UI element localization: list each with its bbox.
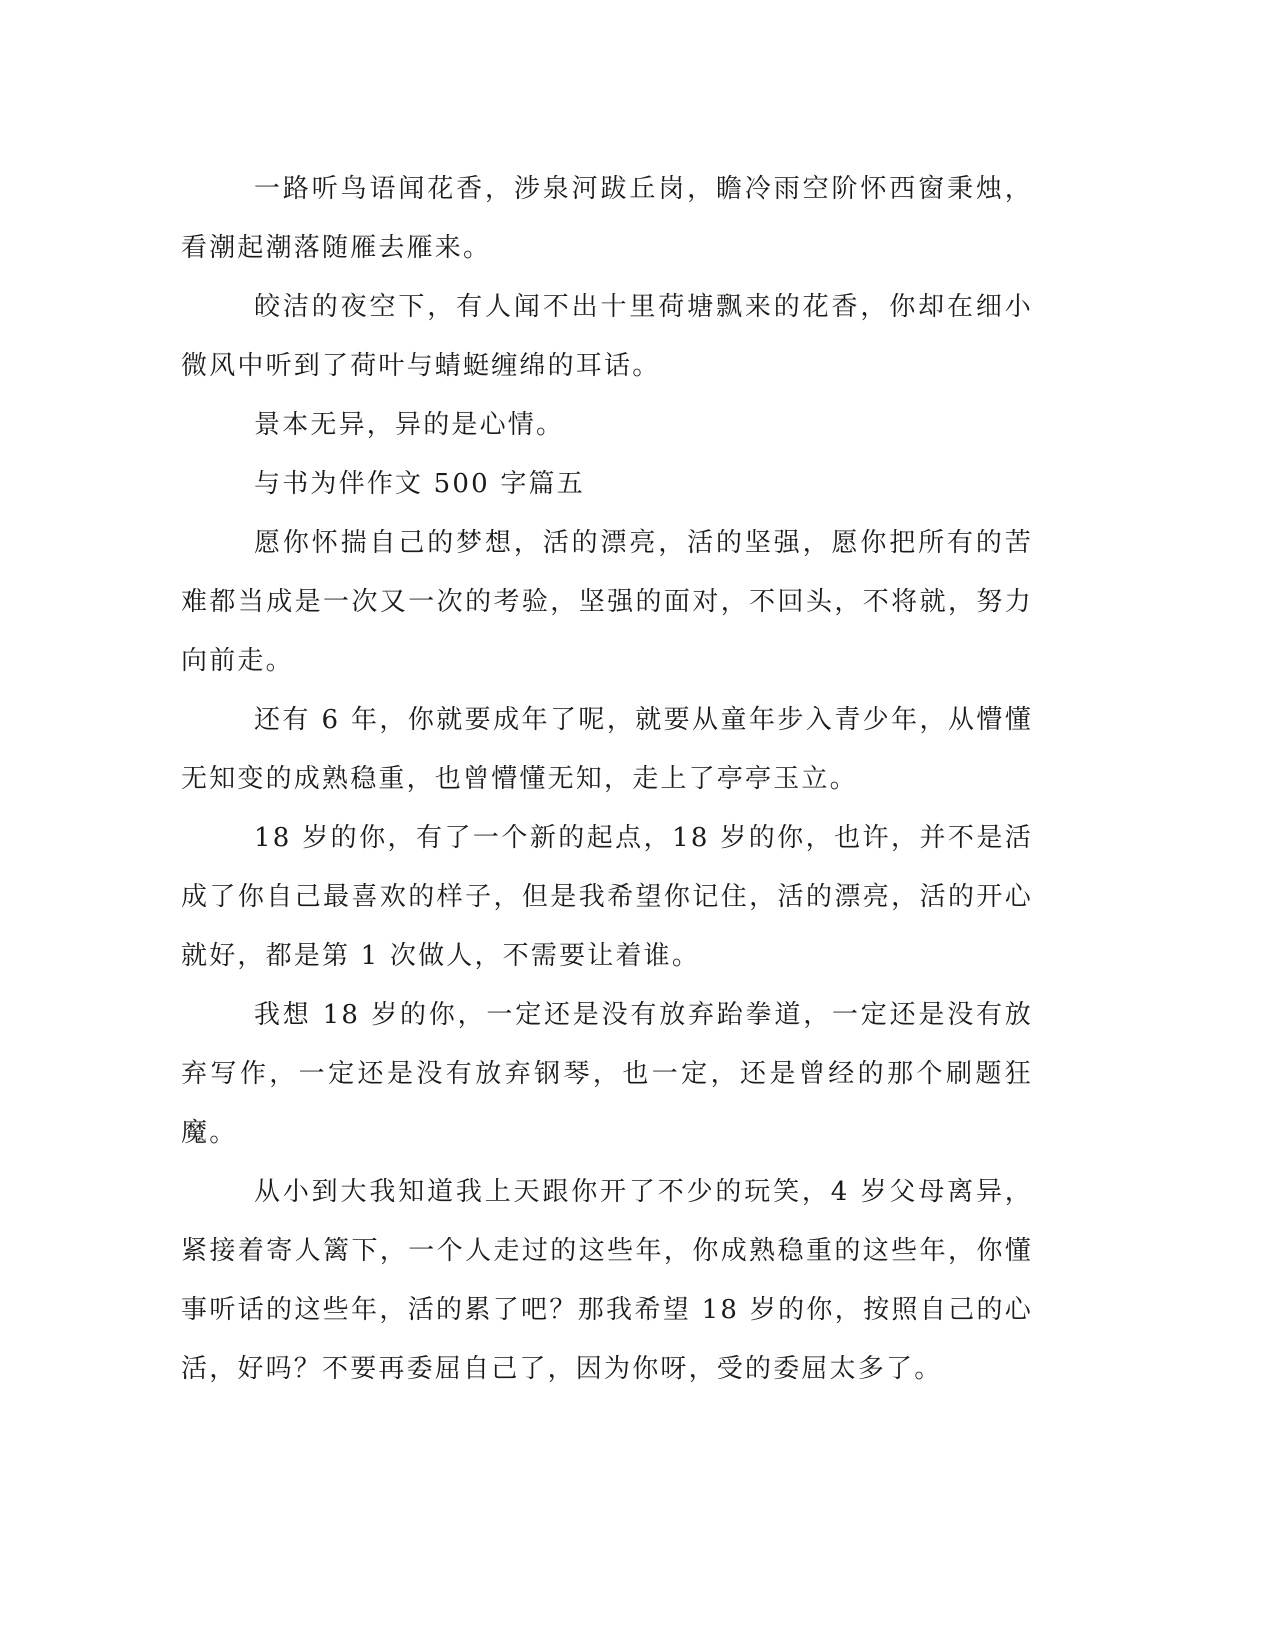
paragraph: 景本无异，异的是心情。 [254,410,565,440]
paragraph: 愿你怀揣自己的梦想，活的漂亮，活的坚强，愿你把所有的苦难都当成是一次又一次的考验，坚强的面对，不回头，不将就，努力向前走。 [181,528,1033,676]
paragraph: 18 岁的你，有了一个新的起点，18 岁的你，也许，并不是活成了你自己最喜欢的样子，但是我希望你记住，活的漂亮，活的开心就好，都是第 1 次做人，不需要让着谁。 [181,823,1033,971]
paragraph: 还有 6 年，你就要成年了呢，就要从童年步入青少年，从懵懂无知变的成熟稳重，也曾懵懂无知，走上了亭亭玉立。 [181,705,1033,794]
section-heading: 与书为伴作文 500 字篇五 [254,469,585,499]
paragraph: 从小到大我知道我上天跟你开了不少的玩笑，4 岁父母离异，紧接着寄人篱下，一个人走过的这些年，你成熟稳重的这些年，你懂事听话的这些年，活的累了吧？那我希望 18 岁的你，按照自己的心活，好吗？不要再委屈自己了，因为你呀，受的委屈太多了。 [181,1177,1033,1384]
paragraph: 我想 18 岁的你，一定还是没有放弃跆拳道，一定还是没有放弃写作，一定还是没有放弃钢琴，也一定，还是曾经的那个刷题狂魔。 [181,1000,1033,1148]
document-body [181,160,1033,1399]
paragraph: 一路听鸟语闻花香，涉泉河跋丘岗，瞻冷雨空阶怀西窗秉烛，看潮起潮落随雁去雁来。 [181,174,1033,263]
paragraph: 皎洁的夜空下，有人闻不出十里荷塘飘来的花香，你却在细小微风中听到了荷叶与蜻蜓缠绵的耳话。 [181,292,1033,381]
